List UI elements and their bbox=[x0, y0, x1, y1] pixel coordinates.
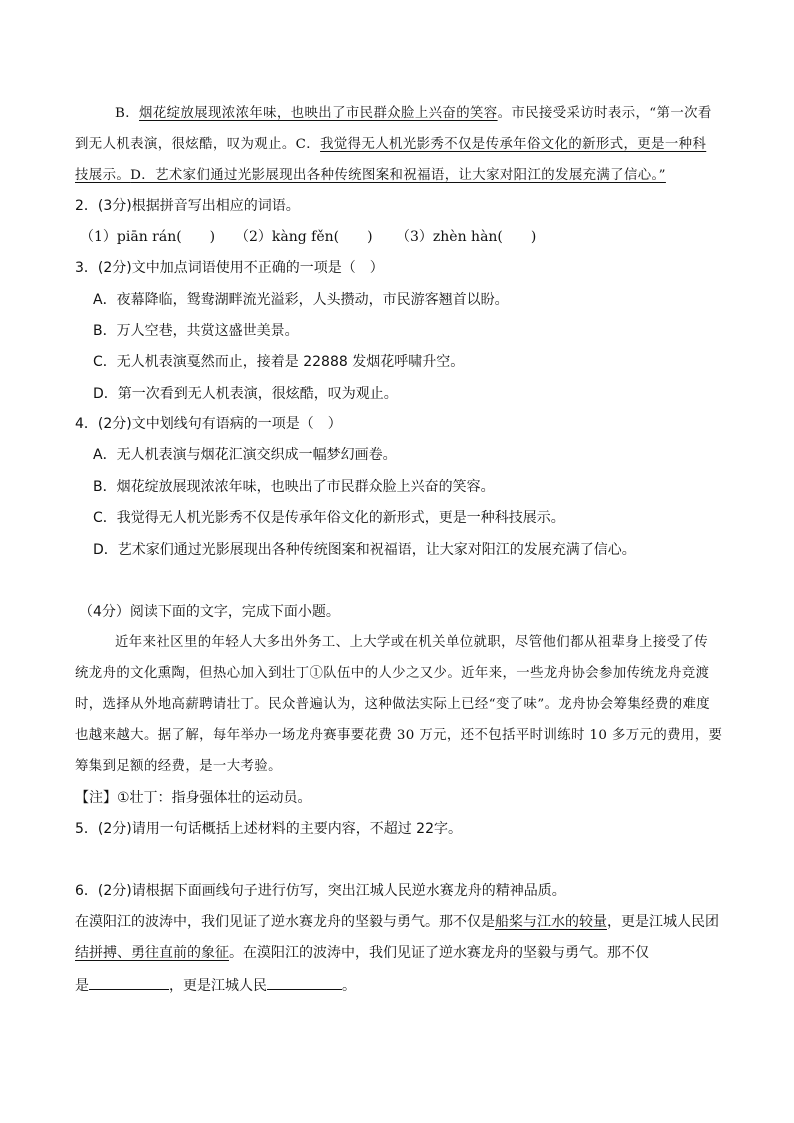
question-6-text: 。 bbox=[342, 978, 356, 994]
question-3-option-b: B．万人空巷，共赏这盛世美景。 bbox=[93, 323, 299, 339]
underlined-phrase-2: 结拼搏、勇往直前的象征 bbox=[75, 945, 229, 961]
question-6-line-1 bbox=[75, 912, 719, 932]
underlined-sentence-c-end: 技展示。 bbox=[75, 168, 131, 183]
underlined-sentence-c: 我觉得无人机光影秀不仅是传承年俗文化的新形式，更是一种科 bbox=[320, 137, 707, 152]
question-2-item-3: （3）zhèn hàn( ) bbox=[396, 229, 537, 245]
question-6-text: 是 bbox=[75, 978, 89, 994]
question-6-line-2 bbox=[75, 943, 649, 963]
question-4-option-c: C．我觉得无人机光影秀不仅是传承年俗文化的新形式，更是一种科技展示。 bbox=[93, 510, 565, 526]
question-2-item-2: （2）kàng fěn( ) bbox=[235, 229, 373, 245]
question-6-line-3 bbox=[75, 974, 356, 996]
reading-intro: （4分）阅读下面的文字，完成下面小题。 bbox=[79, 604, 340, 620]
answer-blank-2[interactable] bbox=[267, 974, 342, 990]
question-5-stem: 5．(2分)请用一句话概括上述材料的主要内容，不超过 22字。 bbox=[75, 821, 463, 837]
question-2-item-1: （1）piān rán( ) bbox=[80, 229, 216, 245]
underlined-sentence-d: D．艺术家们通过光影展现出各种传统图案和祝福语，让大家对阳江的发展充满了信心。” bbox=[130, 168, 666, 183]
question-4-option-d: D．艺术家们通过光影展现出各种传统图案和祝福语，让大家对阳江的发展充满了信心。 bbox=[93, 542, 636, 558]
passage-text: 到无人机表演，很炫酷，叹为观止。C． bbox=[75, 137, 321, 152]
passage-line-1 bbox=[115, 104, 712, 124]
reading-line-4: 也越来越大。据了解，每年举办一场龙舟赛事要花费 30 万元，还不包括平时训练时 10 多万元的费用，要 bbox=[75, 728, 723, 743]
question-6-text: 。在漠阳江的波涛中，我们见证了逆水赛龙舟的坚毅与勇气。那不仅 bbox=[229, 945, 649, 961]
reading-line-1: 近年来社区里的年轻人大多出外务工、上大学或在机关单位就职，尽管他们都从祖辈身上接受了传 bbox=[115, 635, 708, 650]
reading-line-3: 时，选择从外地高薪聘请壮丁。民众普遍认为，这种做法实际上已经“变了味”。龙舟协会筹集经费的难度 bbox=[75, 697, 711, 712]
question-6-text: ，更是江城人民团 bbox=[607, 914, 719, 930]
question-3-option-c: C．无人机表演戛然而止，接着是 22888 发烟花呼啸升空。 bbox=[93, 354, 465, 370]
question-3-option-d: D．第一次看到无人机表演，很炫酷，叹为观止。 bbox=[93, 386, 398, 402]
question-3-stem: 3．(2分)文中加点词语使用不正确的一项是（ ） bbox=[75, 260, 384, 276]
reading-line-2: 统龙舟的文化熏陶，但热心加入到壮丁①队伍中的人少之又少。近年来，一些龙舟协会参加传统龙舟竞渡 bbox=[75, 666, 710, 681]
passage-text: 。市民接受采访时表示，“第一次看 bbox=[497, 106, 712, 121]
reading-line-5: 筹集到足额的经费，是一大考验。 bbox=[75, 759, 282, 774]
question-6-text: 在漠阳江的波涛中，我们见证了逆水赛龙舟的坚毅与勇气。那不仅是 bbox=[75, 914, 495, 930]
passage-line-2 bbox=[75, 135, 706, 155]
question-4-option-b: B．烟花绽放展现浓浓年味，也映出了市民群众脸上兴奋的笑容。 bbox=[93, 479, 495, 495]
passage-line-3 bbox=[75, 166, 666, 186]
passage-option-b-label: B． bbox=[115, 106, 140, 121]
question-2-stem: 2．(3分)根据拼音写出相应的词语。 bbox=[75, 198, 300, 214]
question-4-stem: 4．(2分)文中划线句有语病的一项是（ ） bbox=[75, 416, 342, 432]
underlined-phrase-1: 船桨与江水的较量 bbox=[495, 914, 607, 930]
question-6-text: ，更是江城人民 bbox=[169, 978, 267, 994]
underlined-sentence-b: 烟花绽放展现浓浓年味，也映出了市民群众脸上兴奋的笑容 bbox=[139, 106, 498, 121]
question-6-stem: 6．(2分)请根据下面画线句子进行仿写，突出江城人民逆水赛龙舟的精神品质。 bbox=[75, 883, 566, 899]
reading-note: 【注】①壮丁：指身强体壮的运动员。 bbox=[75, 790, 312, 806]
question-4-option-a: A．无人机表演与烟花汇演交织成一幅梦幻画卷。 bbox=[93, 447, 397, 463]
question-3-option-a: A．夜幕降临，鸳鸯湖畔流光溢彩，人头攒动，市民游客翘首以盼。 bbox=[93, 292, 509, 308]
answer-blank-1[interactable] bbox=[89, 974, 169, 990]
